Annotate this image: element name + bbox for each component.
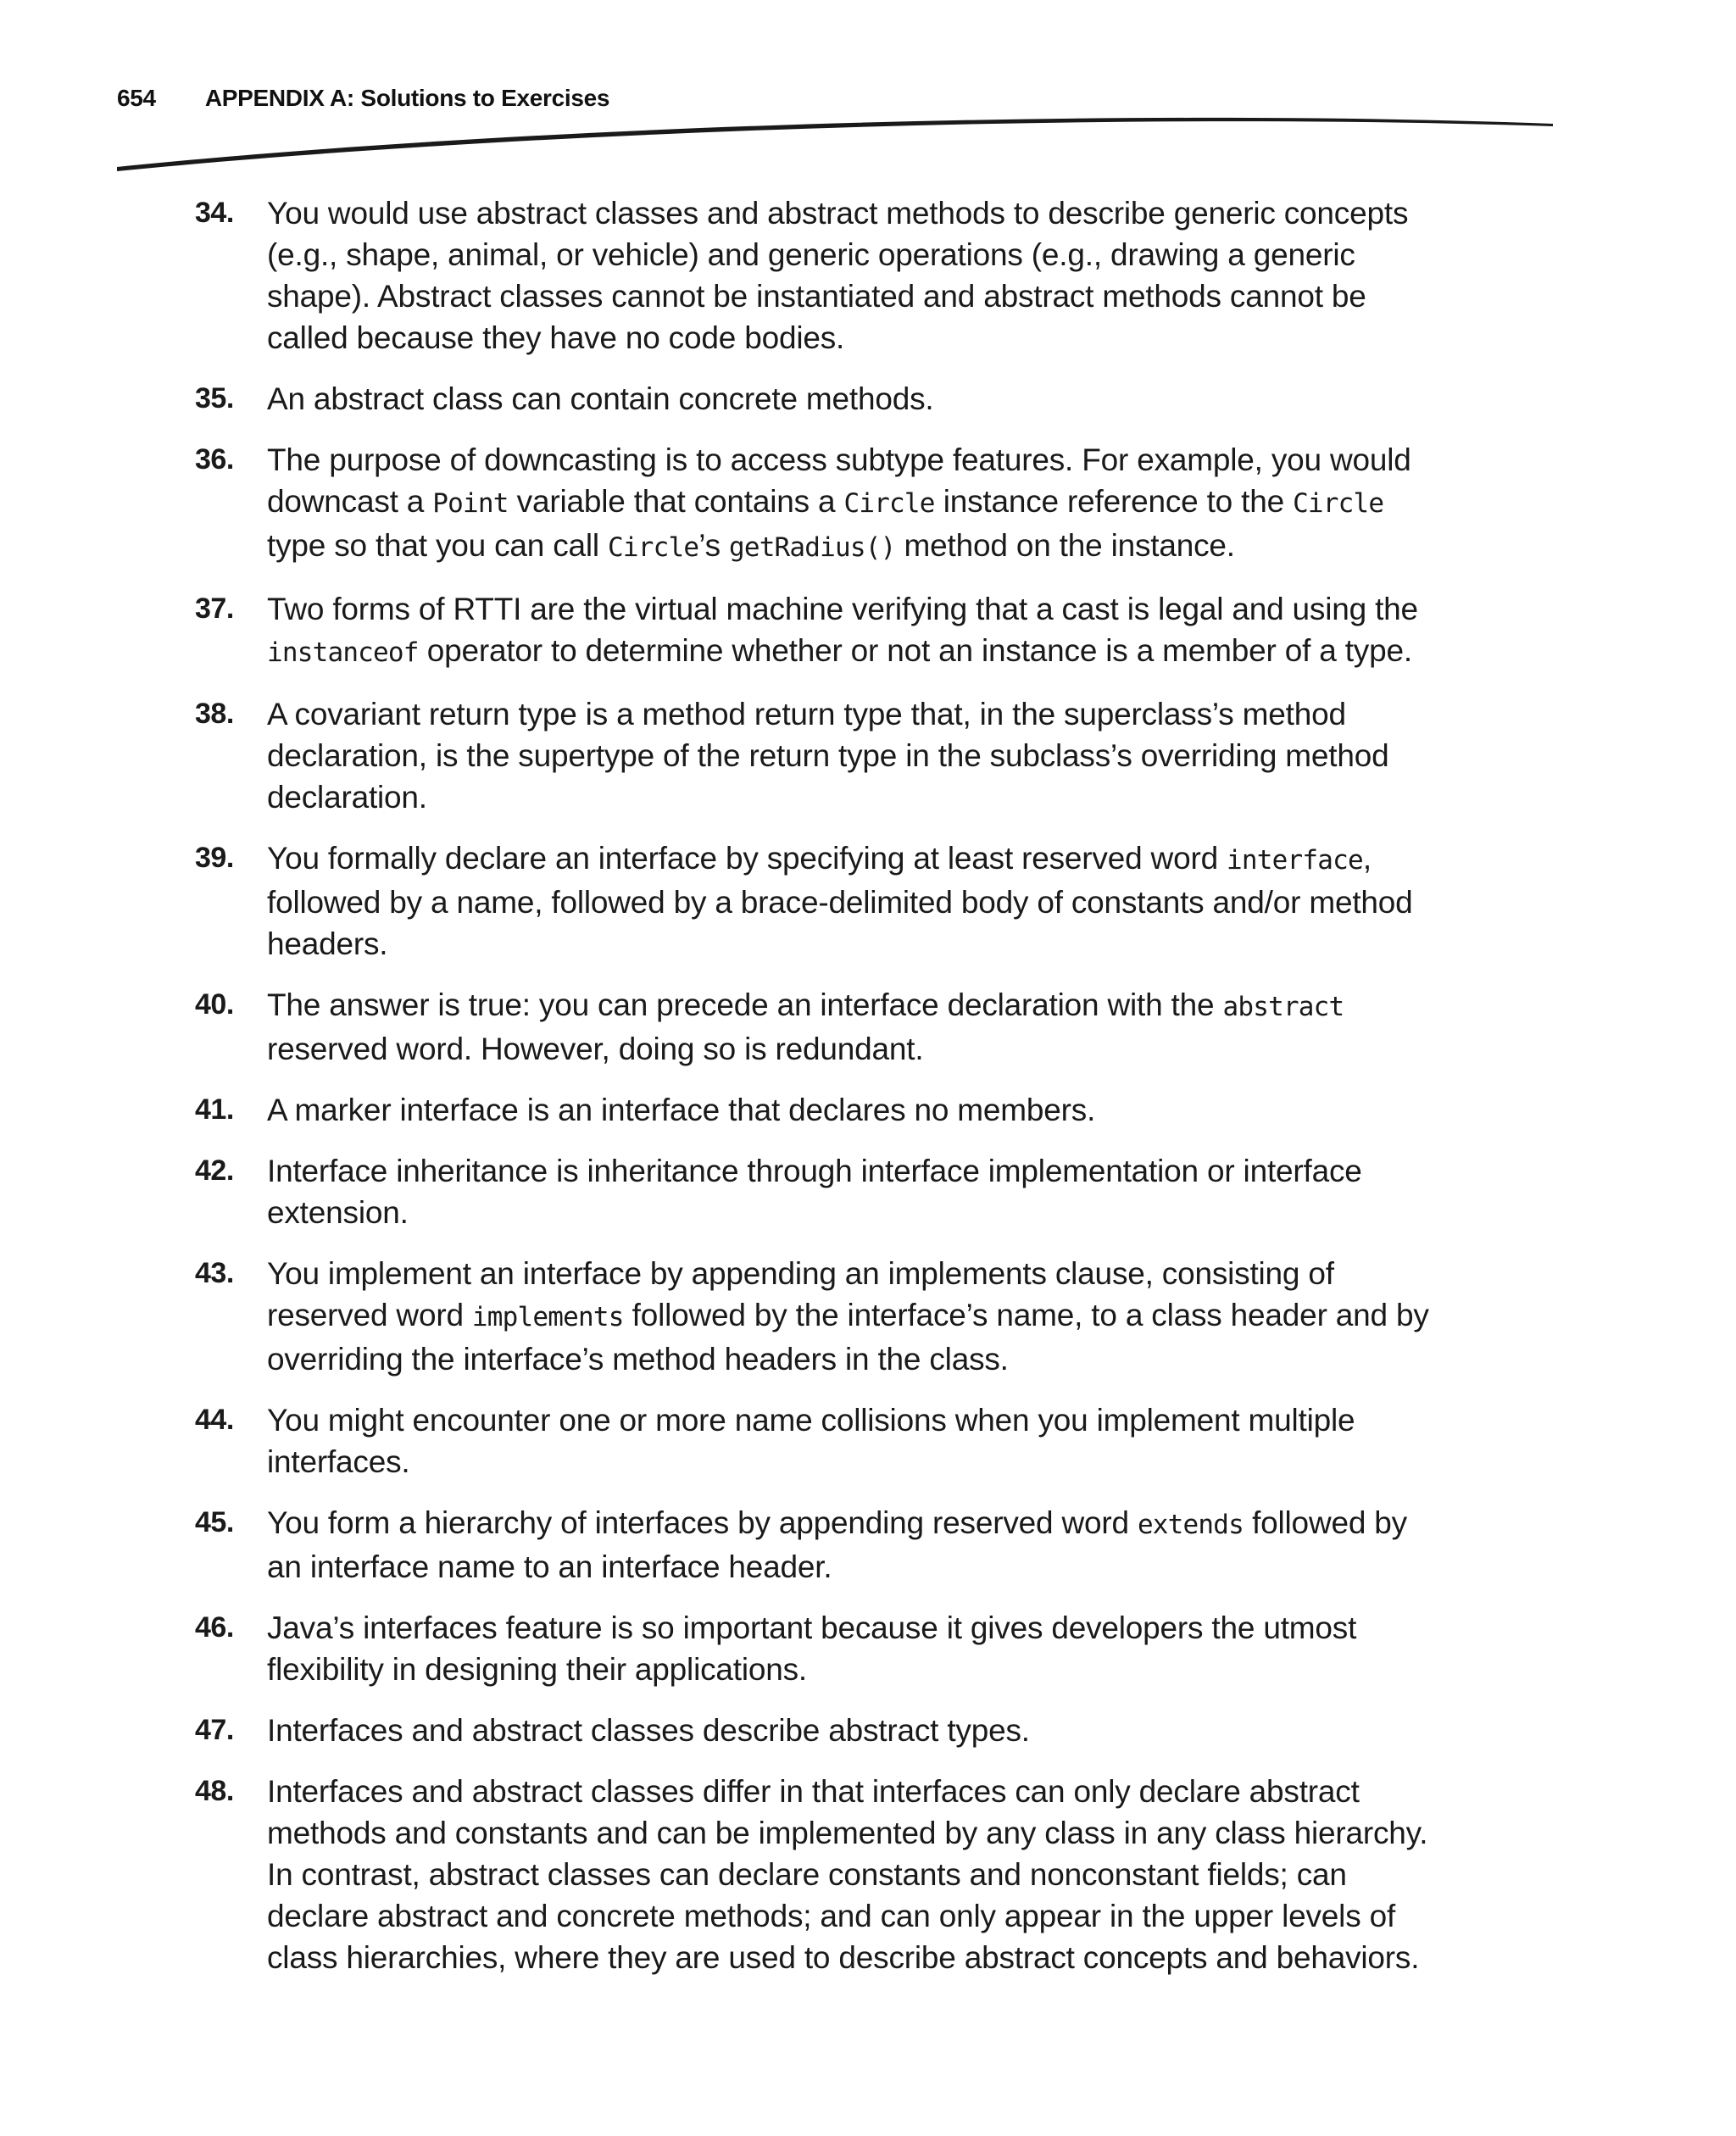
- answer-item: [195, 588, 1433, 674]
- answer-text-segment: The purpose of downcasting is to access subtype features. For example, you would downcast a: [267, 442, 1411, 519]
- answer-item: [195, 1710, 1433, 1751]
- running-header-title: APPENDIX A: Solutions to Exercises: [204, 85, 610, 111]
- answer-text-segment: type so that you can call: [267, 528, 609, 563]
- answer-text: [267, 1502, 1433, 1588]
- answer-item: [195, 1253, 1433, 1380]
- answer-number: 47.: [195, 1714, 234, 1746]
- answer-text-segment: A covariant return type is a method return type that, in the superclass’s method declaration, is the supertype of the return type in the subclass’s overriding method declaration.: [267, 697, 1389, 815]
- answer-text-segment: You would use abstract classes and abstract methods to describe generic concepts (e.g., shape, animal, or vehicle) and generic operations (e.g., drawing a generic shape). Abstract classes cannot be instantiated and abstract methods cannot be called because they have no code bodies.: [267, 196, 1409, 355]
- answer-text-segment: operator to determine whether or not an instance is a member of a type.: [418, 633, 1412, 668]
- code-term: interface: [1227, 845, 1363, 876]
- answer-item: [195, 984, 1433, 1070]
- answer-item: [195, 439, 1433, 569]
- code-term: extends: [1137, 1510, 1244, 1540]
- answer-number: 35.: [195, 382, 234, 414]
- answer-text: [267, 1089, 1433, 1131]
- answer-text-segment: You formally declare an interface by specifying at least reserved word: [267, 841, 1227, 876]
- answer-text: [267, 1150, 1433, 1233]
- answer-text: [267, 1399, 1433, 1482]
- answer-item: [195, 1502, 1433, 1588]
- code-term: instanceof: [267, 637, 419, 668]
- answer-text-segment: A marker interface is an interface that declares no members.: [267, 1093, 1096, 1127]
- answer-text-segment: You implement an interface by appending an implements clause, consisting of reserved word: [267, 1256, 1334, 1332]
- answer-text-segment: reserved word. However, doing so is redundant.: [267, 1032, 924, 1066]
- answer-number: 39.: [195, 842, 234, 874]
- answer-item: [195, 1771, 1433, 1978]
- code-term: implements: [471, 1302, 624, 1332]
- answer-item: [195, 378, 1433, 420]
- answer-item: [195, 1150, 1433, 1233]
- page-number: 654: [117, 85, 156, 111]
- answer-text-segment: Interface inheritance is inheritance through interface implementation or interface extension.: [267, 1154, 1362, 1230]
- answer-text: [267, 588, 1433, 674]
- answer-item: [195, 693, 1433, 818]
- answer-number: 43.: [195, 1257, 234, 1289]
- answer-number: 36.: [195, 443, 234, 476]
- answer-number: 41.: [195, 1093, 234, 1126]
- answer-item: [195, 1399, 1433, 1482]
- code-term: Circle: [1293, 488, 1384, 519]
- answer-item: [195, 192, 1433, 359]
- code-term: Circle: [608, 532, 699, 563]
- answer-text-segment: The answer is true: you can precede an interface declaration with the: [267, 987, 1223, 1022]
- answer-text: [267, 984, 1433, 1070]
- answer-text-segment: followed by the interface’s name, to a class header and by overriding the interface’s method headers in the class.: [267, 1298, 1429, 1377]
- answer-number: 42.: [195, 1154, 234, 1187]
- running-header: [117, 81, 609, 115]
- answer-text: [267, 1771, 1433, 1978]
- answer-number: 46.: [195, 1611, 234, 1644]
- answer-text-segment: variable that contains a: [508, 484, 844, 519]
- answer-text-segment: Interfaces and abstract classes describe abstract types.: [267, 1713, 1030, 1748]
- answer-number: 48.: [195, 1775, 234, 1807]
- answer-number: 44.: [195, 1404, 234, 1436]
- answer-text: [267, 439, 1433, 569]
- answer-text-segment: Interfaces and abstract classes differ in that interfaces can only declare abstract methods and constants and can be implemented by any class in any class hierarchy. In contrast, abstract classes can declare constants and nonconstant fields; can declare abstract and concrete methods; and can only appear in the upper levels of class hierarchies, where they are used to describe abstract concepts and behaviors.: [267, 1774, 1428, 1975]
- code-term: getRadius(): [728, 532, 896, 563]
- answer-text-segment: An abstract class can contain concrete methods.: [267, 381, 934, 416]
- answer-text: [267, 378, 1433, 420]
- answer-number: 38.: [195, 698, 234, 730]
- answer-number: 34.: [195, 197, 234, 229]
- answer-text-segment: followed by an interface name to an interface header.: [267, 1505, 1407, 1584]
- answer-number: 37.: [195, 592, 234, 625]
- answer-number: 45.: [195, 1506, 234, 1538]
- code-term: abstract: [1222, 992, 1344, 1022]
- answer-item: [195, 837, 1433, 965]
- answer-text: [267, 192, 1433, 359]
- answer-text-segment: instance reference to the: [934, 484, 1294, 519]
- answer-text-segment: Two forms of RTTI are the virtual machine verifying that a cast is legal and using the: [267, 592, 1418, 626]
- answer-text-segment: You form a hierarchy of interfaces by appending reserved word: [267, 1505, 1138, 1540]
- answer-text-segment: ’s: [698, 528, 729, 563]
- answer-text: [267, 693, 1433, 818]
- answer-text: [267, 1253, 1433, 1380]
- answer-number: 40.: [195, 988, 234, 1021]
- code-term: Circle: [843, 488, 935, 519]
- answer-text: [267, 1710, 1433, 1751]
- answers-list: [195, 192, 1433, 1998]
- answer-text-segment: method on the instance.: [895, 528, 1235, 563]
- answer-text: [267, 837, 1433, 965]
- answer-text-segment: You might encounter one or more name collisions when you implement multiple interfaces.: [267, 1403, 1355, 1479]
- answer-text: [267, 1607, 1433, 1690]
- answer-text-segment: , followed by a name, followed by a brace-delimited body of constants and/or method headers.: [267, 841, 1413, 961]
- answer-item: [195, 1089, 1433, 1131]
- answer-text-segment: Java’s interfaces feature is so important because it gives developers the utmost flexibility in designing their applications.: [267, 1610, 1357, 1687]
- code-term: Point: [432, 488, 509, 519]
- answer-item: [195, 1607, 1433, 1690]
